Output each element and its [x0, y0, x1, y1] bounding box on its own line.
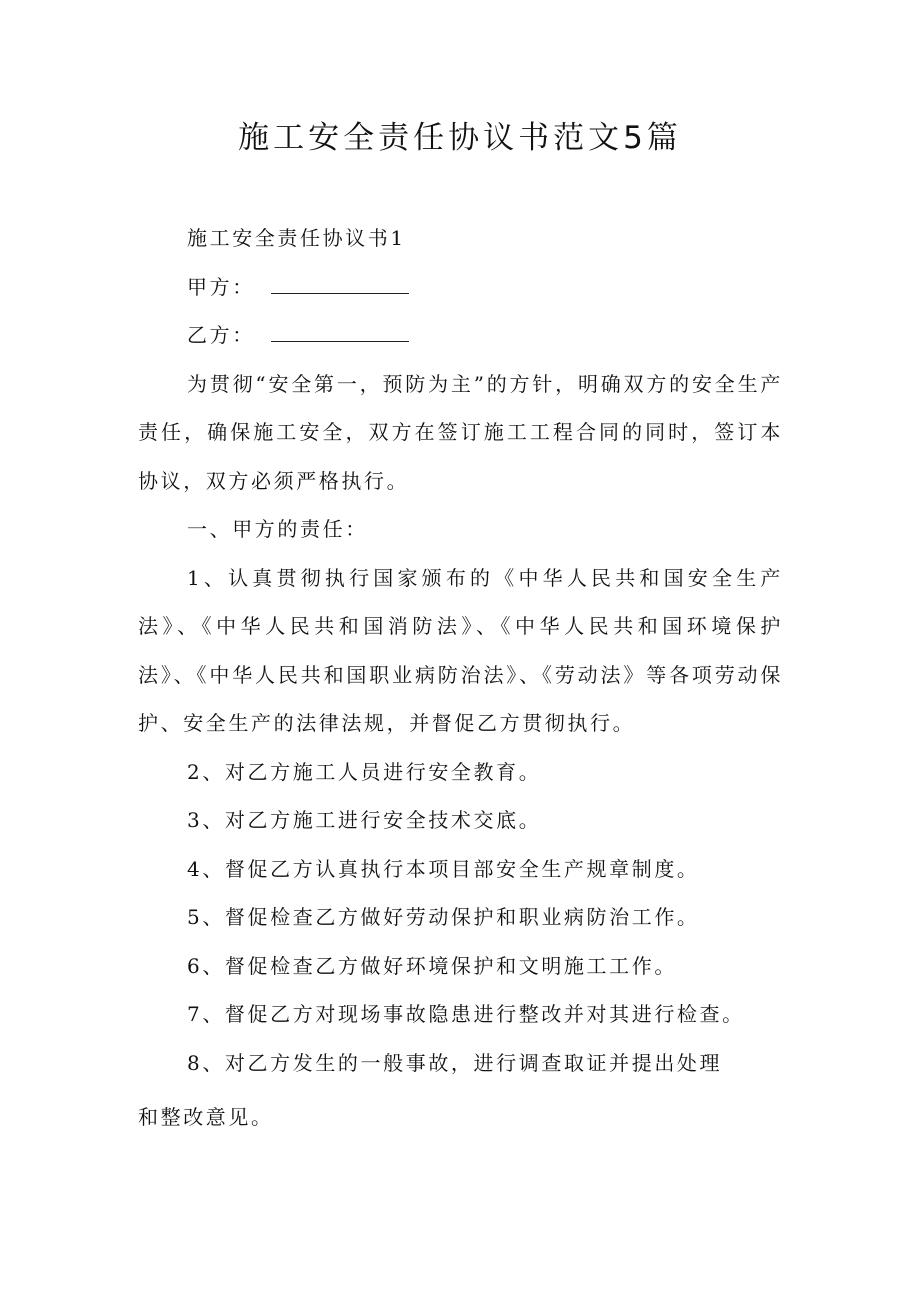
party-a-line — [138, 263, 783, 312]
duty-item-continuation: 和整改意见。 — [138, 1105, 274, 1129]
duty-item: 7、督促乙方对现场事故隐患进行整改并对其进行检查。 — [187, 1002, 745, 1026]
duty-item: 8、对乙方发生的一般事故，进行调查取证并提出处理 — [187, 1050, 723, 1075]
section-title-party-a-duties: 一、甲方的责任： — [187, 517, 368, 541]
agreement-heading: 施工安全责任协议书1 — [187, 226, 406, 250]
party-b-label: 乙方： — [187, 323, 255, 347]
duty-item: 6、督促检查乙方做好环境保护和文明施工工作。 — [187, 953, 677, 978]
party-a-label: 甲方： — [187, 274, 255, 299]
duty-item: 4、督促乙方认真执行本项目部安全生产规章制度。 — [187, 856, 700, 881]
duty-item: 5、督促检查乙方做好劳动保护和职业病防治工作。 — [187, 905, 700, 929]
intro-paragraph: 为贯彻“安全第一，预防为主”的方针，明确双方的安全生产责任，确保施工安全，双方在签订施工工程合同的同时，签订本协议，双方必须严格执行。 — [138, 371, 783, 493]
party-a-blank — [271, 277, 409, 294]
party-b-line — [138, 311, 783, 360]
duty-item: 3、对乙方施工进行安全技术交底。 — [187, 808, 542, 832]
document-body — [138, 214, 783, 1142]
duty-item: 1、认真贯彻执行国家颁布的《中华人民共和国安全生产法》、《中华人民共和国消防法》、《中华人民共和国环境保护法》、《中华人民共和国职业病防治法》、《劳动法》等各项劳动保护、安全生产的法律法规，并督促乙方贯彻执行。 — [138, 565, 783, 735]
document-title: 施工安全责任协议书范文5篇 — [238, 120, 682, 156]
duty-item: 2、对乙方施工人员进行安全教育。 — [187, 759, 542, 784]
party-b-blank — [271, 325, 409, 342]
